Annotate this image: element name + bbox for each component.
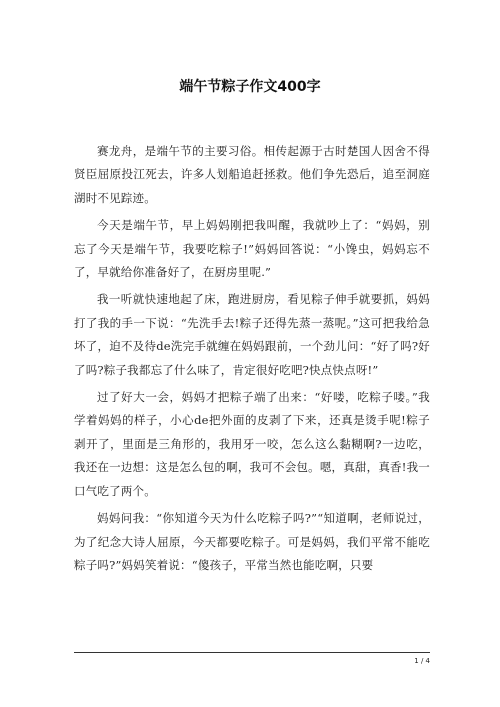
footer-divider [74,652,430,653]
page-number: 1 / 4 [414,657,430,665]
paragraph: 我一听就快速地起了床，跑进厨房，看见粽子伸手就要抓，妈妈打了我的手一下说：“先洗手去!粽子还得先蒸一蒸呢。”这可把我给急坏了，迫不及待de洗完手就缠在妈妈跟前，一个劲儿问：“好了吗?好了吗?粽子我都忘了什么味了，肯定很好吃吧?快点快点呀!” [74,292,430,377]
document-title: 端午节粽子作文400字 [179,79,321,95]
paragraph: 过了好大一会，妈妈才把粽子端了出来：“好喽，吃粽子喽。”我学着妈妈的样子，小心de把外面的皮剥了下来，还真是烫手呢!粽子剥开了，里面是三角形的，我用牙一咬，怎么这么黏糊啊?一边吃，我还在一边想：这是怎么包的啊，我可不会包。嗯，真甜，真香!我一口气吃了两个。 [74,390,430,498]
paragraph: 赛龙舟，是端午节的主要习俗。相传起源于古时楚国人因舍不得贤臣屈原投江死去，许多人划船追赶拯救。他们争先恐后，追至洞庭湖时不见踪迹。 [74,144,430,205]
paragraph: 妈妈问我：“你知道今天为什么吃粽子吗?”“知道啊，老师说过，为了纪念大诗人屈原，今天都要吃粽子。可是妈妈，我们平常不能吃粽子吗?”妈妈笑着说：“傻孩子，平常当然也能吃啊，只要 [74,511,430,572]
paragraph: 今天是端午节，早上妈妈刚把我叫醒，我就吵上了：“妈妈，别忘了今天是端午节，我要吃粽子!”妈妈回答说：“小馋虫，妈妈忘不了，早就给你准备好了，在厨房里呢.” [74,218,430,280]
document-body [74,140,430,581]
